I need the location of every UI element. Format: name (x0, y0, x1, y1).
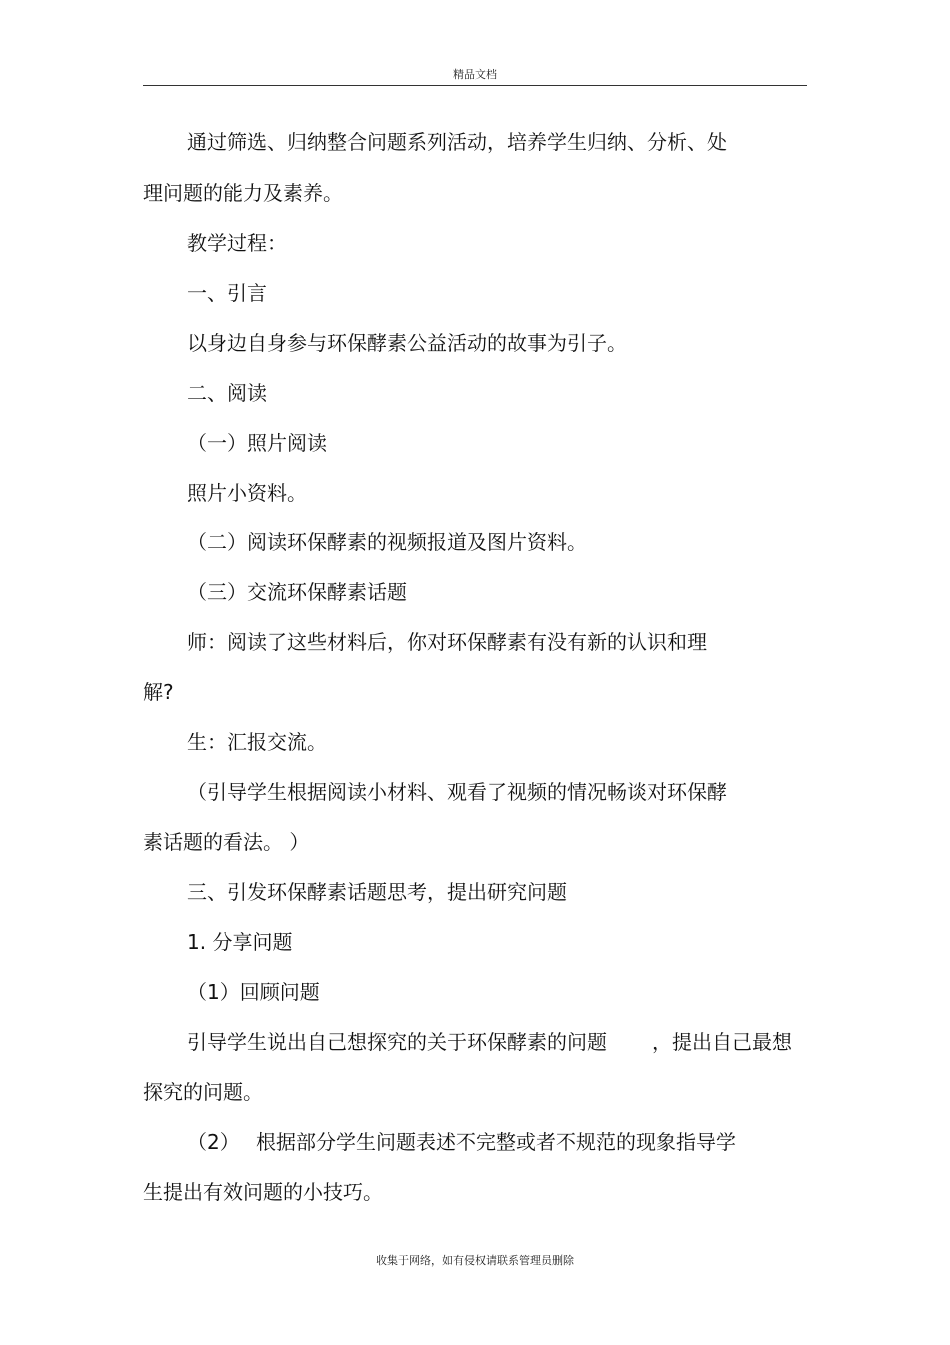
section-heading: 三、引发环保酵素话题思考，提出研究问题 (187, 880, 567, 904)
subsection-heading: （二）阅读环保酵素的视频报道及图片资料。 (187, 530, 587, 554)
paragraph-line: 解? (143, 680, 174, 704)
paragraph-line: 引导学生说出自己想探究的关于环保酵素的问题 (187, 1030, 607, 1054)
paragraph-line: 素话题的看法。 ） (143, 830, 310, 854)
paragraph-line: 生：汇报交流。 (187, 730, 327, 754)
section-heading: 二、阅读 (187, 381, 267, 405)
paragraph-line: 师：阅读了这些材料后，你对环保酵素有没有新的认识和理 (187, 630, 707, 654)
paragraph-line: 理问题的能力及素养。 (143, 181, 343, 205)
paragraph-line: 教学过程： (187, 231, 287, 255)
section-heading: 一、引言 (187, 281, 267, 305)
paragraph-line: 生提出有效问题的小技巧。 (143, 1180, 383, 1204)
paragraph-line: （引导学生根据阅读小材料、观看了视频的情况畅谈对环保酵 (187, 780, 727, 804)
paragraph-line: 探究的问题。 (143, 1080, 263, 1104)
footer-note: 收集于网络，如有侵权请联系管理员删除 (376, 1254, 574, 1267)
header-title: 精品文档 (453, 68, 497, 81)
paragraph-line: 通过筛选、归纳整合问题系列活动，培养学生归纳、分析、处 (187, 130, 727, 154)
subsection-heading: 1. 分享问题 (187, 930, 293, 954)
subsection-heading: （2） (187, 1130, 240, 1154)
subsection-heading: （1）回顾问题 (187, 980, 320, 1004)
paragraph-line: 以身边自身参与环保酵素公益活动的故事为引子。 (187, 331, 627, 355)
subsection-heading: （一）照片阅读 (187, 431, 327, 455)
header-divider (143, 85, 807, 86)
paragraph-line: 照片小资料。 (187, 481, 307, 505)
paragraph-line: 根据部分学生问题表述不完整或者不规范的现象指导学 (256, 1130, 736, 1154)
subsection-heading: （三）交流环保酵素话题 (187, 580, 407, 604)
paragraph-line: ，提出自己最想 (652, 1030, 792, 1054)
